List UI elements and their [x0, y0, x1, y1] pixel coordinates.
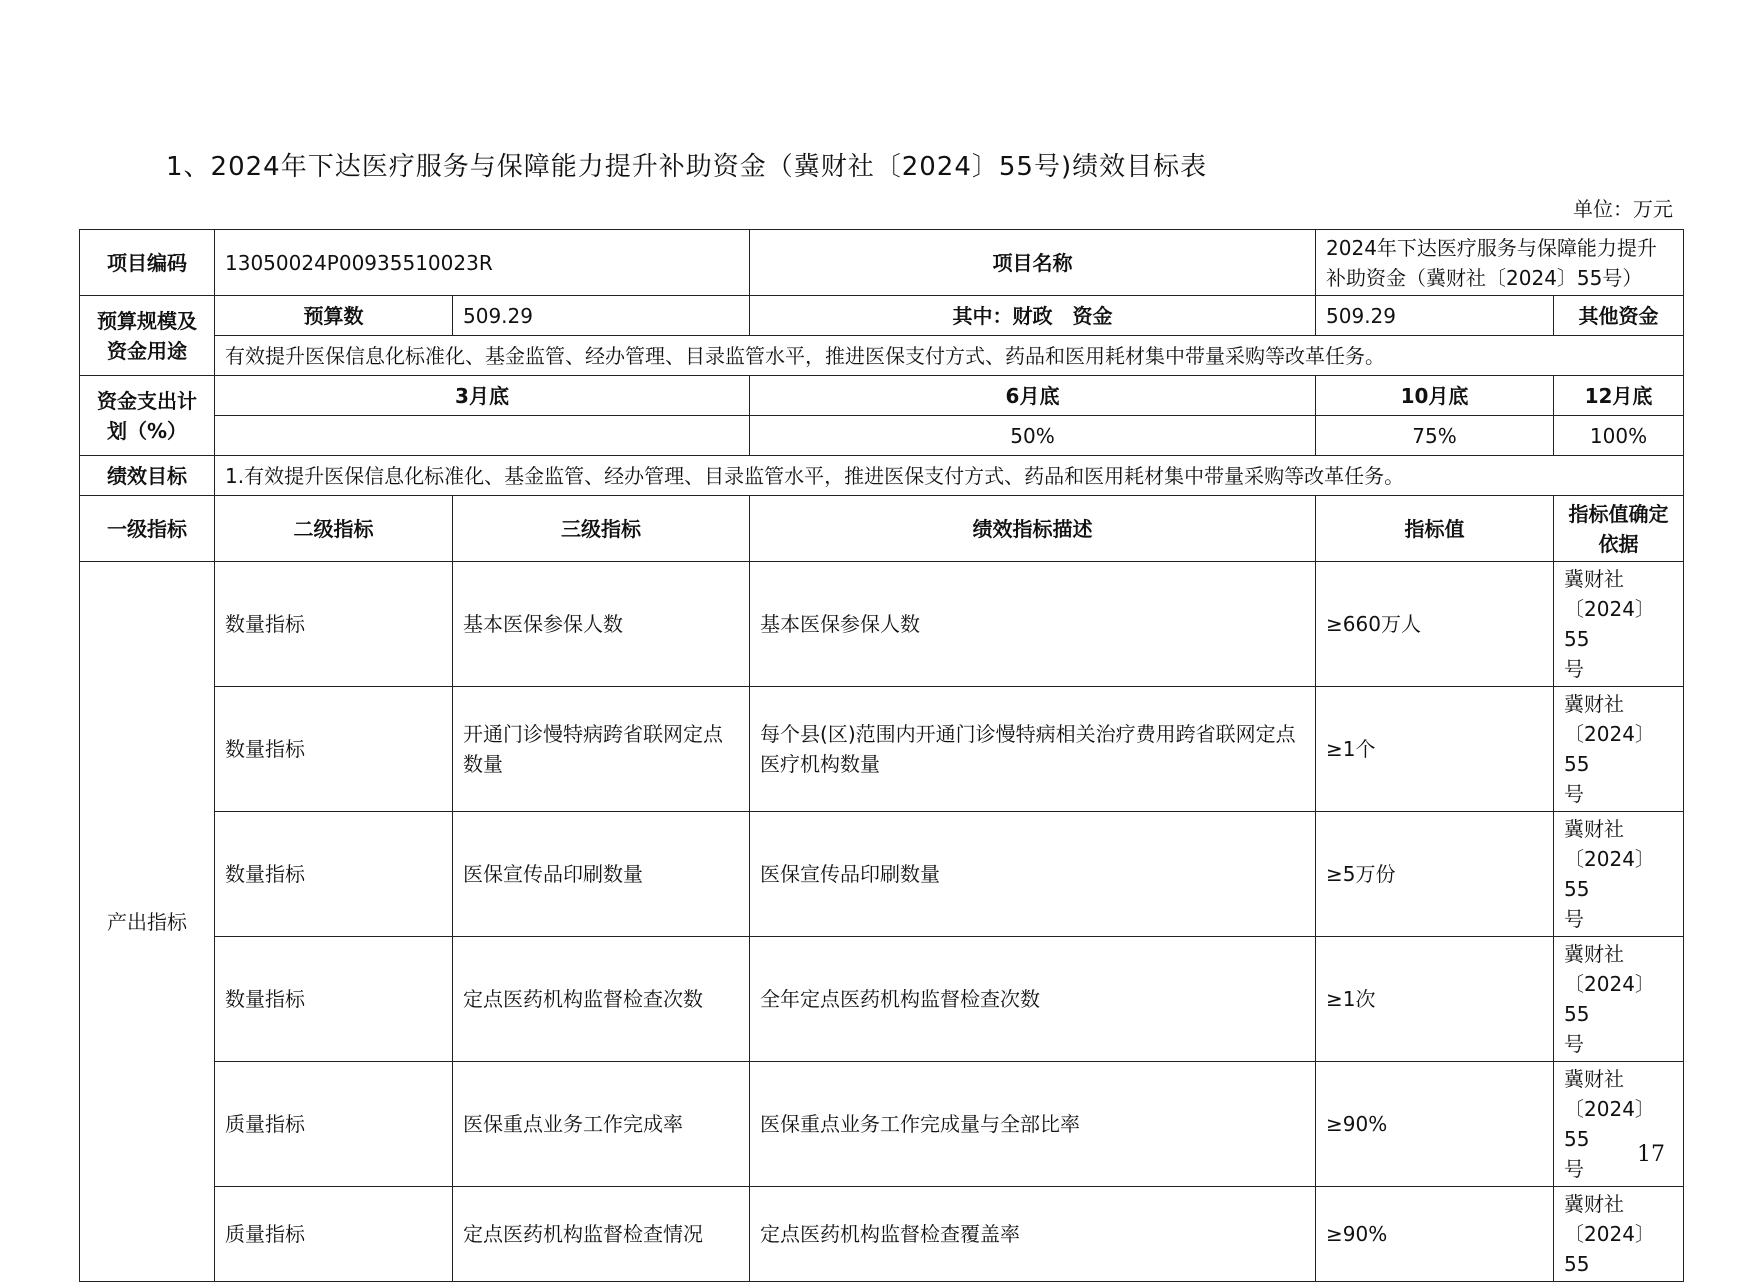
indicator-header-row — [80, 496, 1684, 562]
plan-month: 10月底 — [1316, 376, 1554, 416]
indicator-row — [80, 1187, 1684, 1282]
plan-value: 75% — [1316, 416, 1554, 456]
level1-indicator: 产出指标 — [80, 562, 215, 1282]
level2-indicator: 数量指标 — [215, 812, 453, 937]
unit-label: 单位：万元 — [1573, 197, 1673, 221]
indicator-row — [80, 562, 1684, 687]
indicator-header: 指标值 — [1316, 496, 1554, 562]
basis-line: 冀财社 — [1564, 1067, 1625, 1091]
basis-line: 冀财社 — [1564, 692, 1625, 716]
plan-month-row — [80, 376, 1684, 416]
level2-indicator: 质量指标 — [215, 1062, 453, 1187]
indicator-header: 二级指标 — [215, 496, 453, 562]
indicator-description: 每个县(区)范围内开通门诊慢特病相关治疗费用跨省联网定点医疗机构数量 — [750, 687, 1316, 812]
indicator-header: 指标值确定依据 — [1554, 496, 1684, 562]
finance-label: 其中：财政 资金 — [750, 296, 1316, 336]
level2-indicator: 数量指标 — [215, 562, 453, 687]
indicator-basis — [1554, 1187, 1684, 1282]
plan-month: 12月底 — [1554, 376, 1684, 416]
basis-line: 〔2024〕55 — [1564, 597, 1655, 651]
indicator-description: 医保宣传品印刷数量 — [750, 812, 1316, 937]
level2-indicator: 数量指标 — [215, 937, 453, 1062]
budget-value: 509.29 — [453, 296, 750, 336]
indicator-value: ≥90% — [1316, 1187, 1554, 1282]
budget-row — [80, 296, 1684, 336]
name-label: 项目名称 — [750, 230, 1316, 296]
plan-month: 3月底 — [215, 376, 750, 416]
basis-line: 〔2024〕55 — [1564, 847, 1655, 901]
plan-month: 6月底 — [750, 376, 1316, 416]
other-funds-label: 其他资金 — [1554, 296, 1684, 336]
indicator-row — [80, 1062, 1684, 1187]
page-number: 17 — [1637, 1142, 1665, 1167]
basis-line: 〔2024〕55 — [1564, 1097, 1655, 1151]
indicator-value: ≥90% — [1316, 1062, 1554, 1187]
header-row — [80, 230, 1684, 296]
indicator-basis — [1554, 562, 1684, 687]
basis-line: 〔2024〕55 — [1564, 972, 1655, 1026]
indicator-value: ≥5万份 — [1316, 812, 1554, 937]
basis-line: 号 — [1564, 1157, 1585, 1181]
budget-section-label: 预算规模及资金用途 — [80, 296, 215, 376]
plan-value: 100% — [1554, 416, 1684, 456]
basis-line: 号 — [1564, 907, 1585, 931]
goal-row — [80, 456, 1684, 496]
usage-row — [80, 336, 1684, 376]
performance-table — [79, 229, 1684, 1282]
indicator-basis — [1554, 937, 1684, 1062]
plan-label: 资金支出计划（%） — [80, 376, 215, 456]
indicator-header: 一级指标 — [80, 496, 215, 562]
name-value: 2024年下达医疗服务与保障能力提升补助资金（冀财社〔2024〕55号） — [1316, 230, 1684, 296]
code-value: 13050024P00935510023R — [215, 230, 750, 296]
indicator-basis — [1554, 687, 1684, 812]
level2-indicator: 数量指标 — [215, 687, 453, 812]
basis-line: 号 — [1564, 782, 1585, 806]
goal-label: 绩效目标 — [80, 456, 215, 496]
goal-text: 1.有效提升医保信息化标准化、基金监管、经办管理、目录监管水平，推进医保支付方式、药品和医用耗材集中带量采购等改革任务。 — [215, 456, 1684, 496]
basis-line: 号 — [1564, 657, 1585, 681]
indicator-value: ≥1个 — [1316, 687, 1554, 812]
level3-indicator: 医保重点业务工作完成率 — [453, 1062, 750, 1187]
indicator-description: 基本医保参保人数 — [750, 562, 1316, 687]
plan-value: 50% — [750, 416, 1316, 456]
basis-line: 〔2024〕55 — [1564, 722, 1655, 776]
basis-line: 冀财社 — [1564, 1192, 1625, 1216]
indicator-basis — [1554, 1062, 1684, 1187]
indicator-row — [80, 937, 1684, 1062]
basis-line: 号 — [1564, 1032, 1585, 1056]
level3-indicator: 定点医药机构监督检查次数 — [453, 937, 750, 1062]
indicator-header: 绩效指标描述 — [750, 496, 1316, 562]
level2-indicator: 质量指标 — [215, 1187, 453, 1282]
page-title: 1、2024年下达医疗服务与保障能力提升补助资金（冀财社〔2024〕55号)绩效目标表 — [166, 152, 1208, 182]
level3-indicator: 基本医保参保人数 — [453, 562, 750, 687]
indicator-basis — [1554, 812, 1684, 937]
basis-line: 〔2024〕55 — [1564, 1222, 1655, 1276]
basis-line: 冀财社 — [1564, 817, 1625, 841]
indicator-description: 全年定点医药机构监督检查次数 — [750, 937, 1316, 1062]
plan-value — [215, 416, 750, 456]
indicator-description: 定点医药机构监督检查覆盖率 — [750, 1187, 1316, 1282]
level3-indicator: 定点医药机构监督检查情况 — [453, 1187, 750, 1282]
code-label: 项目编码 — [80, 230, 215, 296]
indicator-value: ≥660万人 — [1316, 562, 1554, 687]
level3-indicator: 医保宣传品印刷数量 — [453, 812, 750, 937]
budget-usage: 有效提升医保信息化标准化、基金监管、经办管理、目录监管水平，推进医保支付方式、药品和医用耗材集中带量采购等改革任务。 — [215, 336, 1684, 376]
indicator-row — [80, 687, 1684, 812]
budget-label: 预算数 — [215, 296, 453, 336]
finance-value: 509.29 — [1316, 296, 1554, 336]
level3-indicator: 开通门诊慢特病跨省联网定点数量 — [453, 687, 750, 812]
indicator-row — [80, 812, 1684, 937]
indicator-header: 三级指标 — [453, 496, 750, 562]
indicator-value: ≥1次 — [1316, 937, 1554, 1062]
basis-line: 冀财社 — [1564, 942, 1625, 966]
indicator-description: 医保重点业务工作完成量与全部比率 — [750, 1062, 1316, 1187]
plan-value-row — [80, 416, 1684, 456]
basis-line: 冀财社 — [1564, 567, 1625, 591]
